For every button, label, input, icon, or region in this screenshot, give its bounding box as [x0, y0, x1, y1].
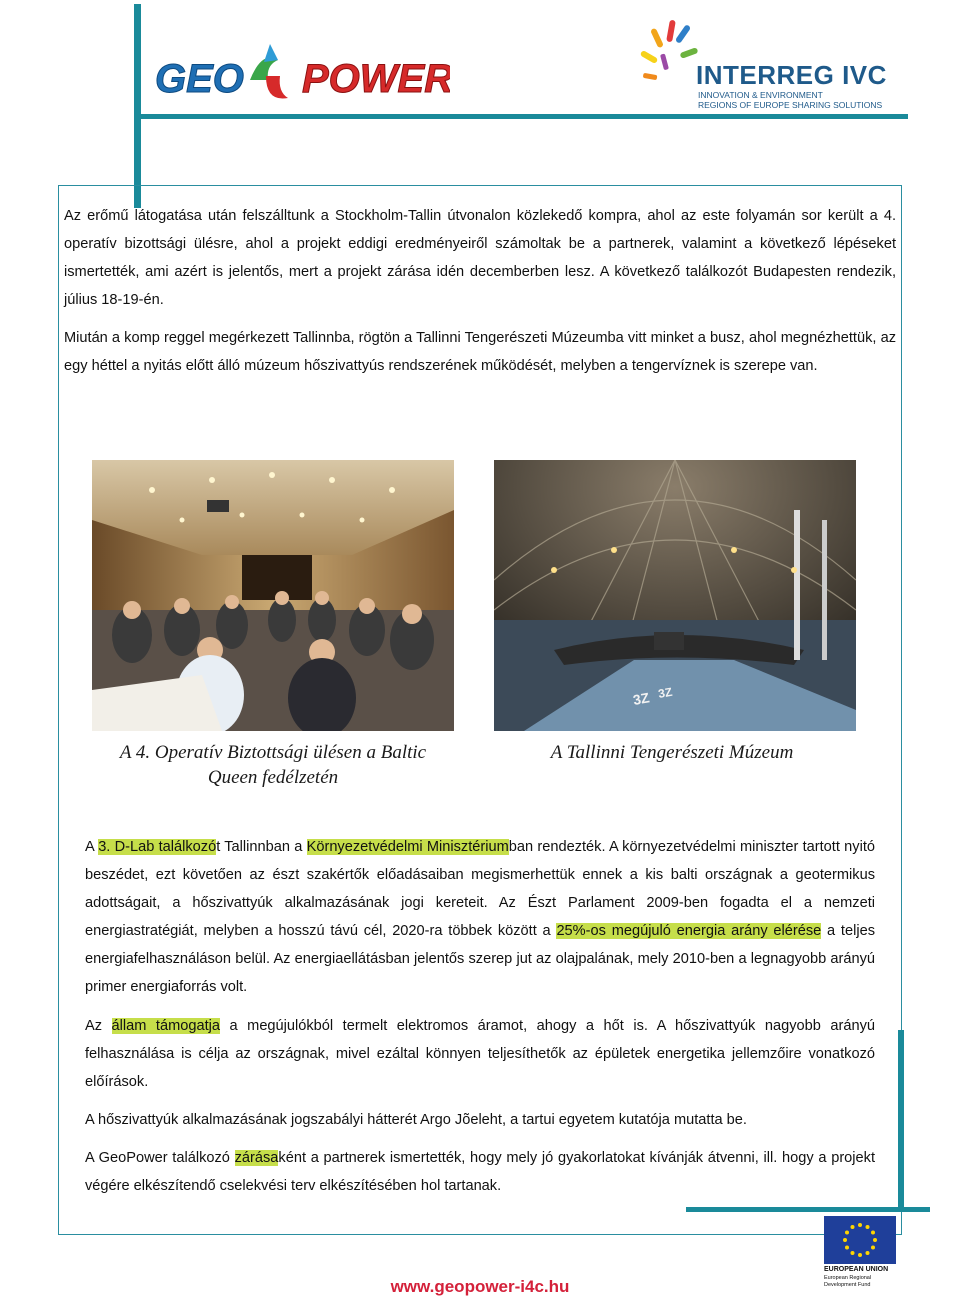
- interreg-title: INTERREG IVC: [696, 60, 887, 90]
- highlight-state-support: állam támogatja: [111, 1018, 221, 1034]
- caption-meeting-line2: Queen fedélzetén: [207, 767, 339, 788]
- header-horizontal-rule: [134, 114, 908, 119]
- highlight-dlab: 3. D-Lab találkozó: [98, 839, 217, 855]
- para3-text-3: ban rendezték. A környezetvédelmi miniszter tartott nyitó beszédet, ezt követően az észt szakértők előadásaiban megismerhettük ennek a kis balti országnak a geotermikus adottságait, a hőszivattyúk alkalmazásának jogi kereteit. Az Észt Parlament 2009-ben fogadta el a nemzeti energiastratégiát, melyben a hosszú távú cél, 2020-ra többek között a: [85, 839, 875, 939]
- paragraph-ferry-meeting: Az erőmű látogatása után felszálltunk a Stockholm-Tallin útvonalon közlekedő kompra, ahol az este folyamán sor került a 4. operatív bizottsági ülésre, ahol a projekt eddigi eredményeiről számoltak be a partnerek, valamint a következő lépéseket ismertették, ami azért is jelentős, mert a projekt zárása idén decemberben lesz. A következő találkozót Budapesten rendezik, július 18-19-én.: [64, 208, 896, 308]
- eu-fund-line2: Development Fund: [824, 1282, 871, 1288]
- interreg-subtitle-1: INNOVATION & ENVIRONMENT: [698, 90, 823, 100]
- eu-flag-icon: [824, 1216, 896, 1264]
- eu-fund-line1: European Regional: [824, 1275, 872, 1281]
- photo-meeting-room: [92, 460, 454, 731]
- paragraph-legal-background: A hőszivattyúk alkalmazásának jogszabályi hátterét Argo Jõeleht, a tartui egyetem kutatója mutatta be.: [85, 1112, 747, 1128]
- caption-museum: A Tallinni Tengerészeti Múzeum: [550, 742, 794, 763]
- paragraph-state-support: [85, 1012, 875, 1096]
- geopower-logo: [150, 40, 450, 110]
- svg-text:POWER: POWER: [302, 57, 450, 101]
- para3-text-4: a teljes energiafelhasználáson belül. Az energiaellátásban jelentős szerep jut az olajpalának, mely 2010-ben a legnagyobb arányú primer energiaforrás volt.: [85, 923, 876, 995]
- footer-horizontal-rule: [686, 1207, 930, 1212]
- header-vertical-rule: [134, 4, 141, 208]
- photo-maritime-museum: [494, 460, 856, 731]
- highlight-ministry: Környezetvédelmi Minisztérium: [306, 839, 509, 855]
- eu-label: EUROPEAN UNION: [824, 1266, 889, 1273]
- paragraph-dlab-meeting: [85, 833, 875, 1001]
- para6-text-1: A GeoPower találkozó: [85, 1150, 235, 1166]
- caption-meeting-line1: A 4. Operatív Biztottsági ülésen a Baltic: [119, 742, 427, 763]
- para6-text-2: ként a partnerek ismertették, hogy mely jó gyakorlatokat kívánják átvenni, ill. hogy a projekt végére elkészítendő cselekvési terv elkészítésében hol tartanak.: [85, 1150, 875, 1194]
- interreg-burst-icon: [640, 14, 700, 104]
- interreg-logo: [640, 14, 910, 110]
- footer-website-link[interactable]: www.geopower-i4c.hu: [390, 1277, 570, 1296]
- para3-text-2: t Tallinnban a: [216, 839, 307, 855]
- para3-text-1: A: [85, 839, 99, 855]
- highlight-closing: zárása: [234, 1150, 279, 1166]
- para4-text-1: Az: [85, 1018, 112, 1034]
- paragraph-closing: [85, 1144, 875, 1200]
- paragraph-museum-visit: Miután a komp reggel megérkezett Tallinnba, rögtön a Tallinni Tengerészeti Múzeumba vitt minket a busz, ahol megnézhettük, az egy héttel a nyitás előtt álló múzeum hőszivattyús rendszerének működését, melyben a tengervíznek is szerepe van.: [64, 330, 896, 374]
- svg-text:GEO: GEO: [155, 57, 244, 101]
- svg-text:3Z: 3Z: [631, 689, 651, 708]
- footer-vertical-rule: [898, 1030, 904, 1212]
- svg-text:3Z: 3Z: [657, 684, 674, 701]
- para4-text-2: a megújulókból termelt elektromos áramot, ahogy a hőt is. A hőszivattyúk nagyobb arányú felhasználása is célja az országnak, mivel ezáltal könnyen teljesíthetők az épületek energetika jellemzőire vonatkozó előírások.: [85, 1018, 875, 1090]
- highlight-renewable-target: 25%-os megújuló energia arány elérése: [556, 923, 822, 939]
- interreg-subtitle-2: REGIONS OF EUROPE SHARING SOLUTIONS: [698, 100, 883, 110]
